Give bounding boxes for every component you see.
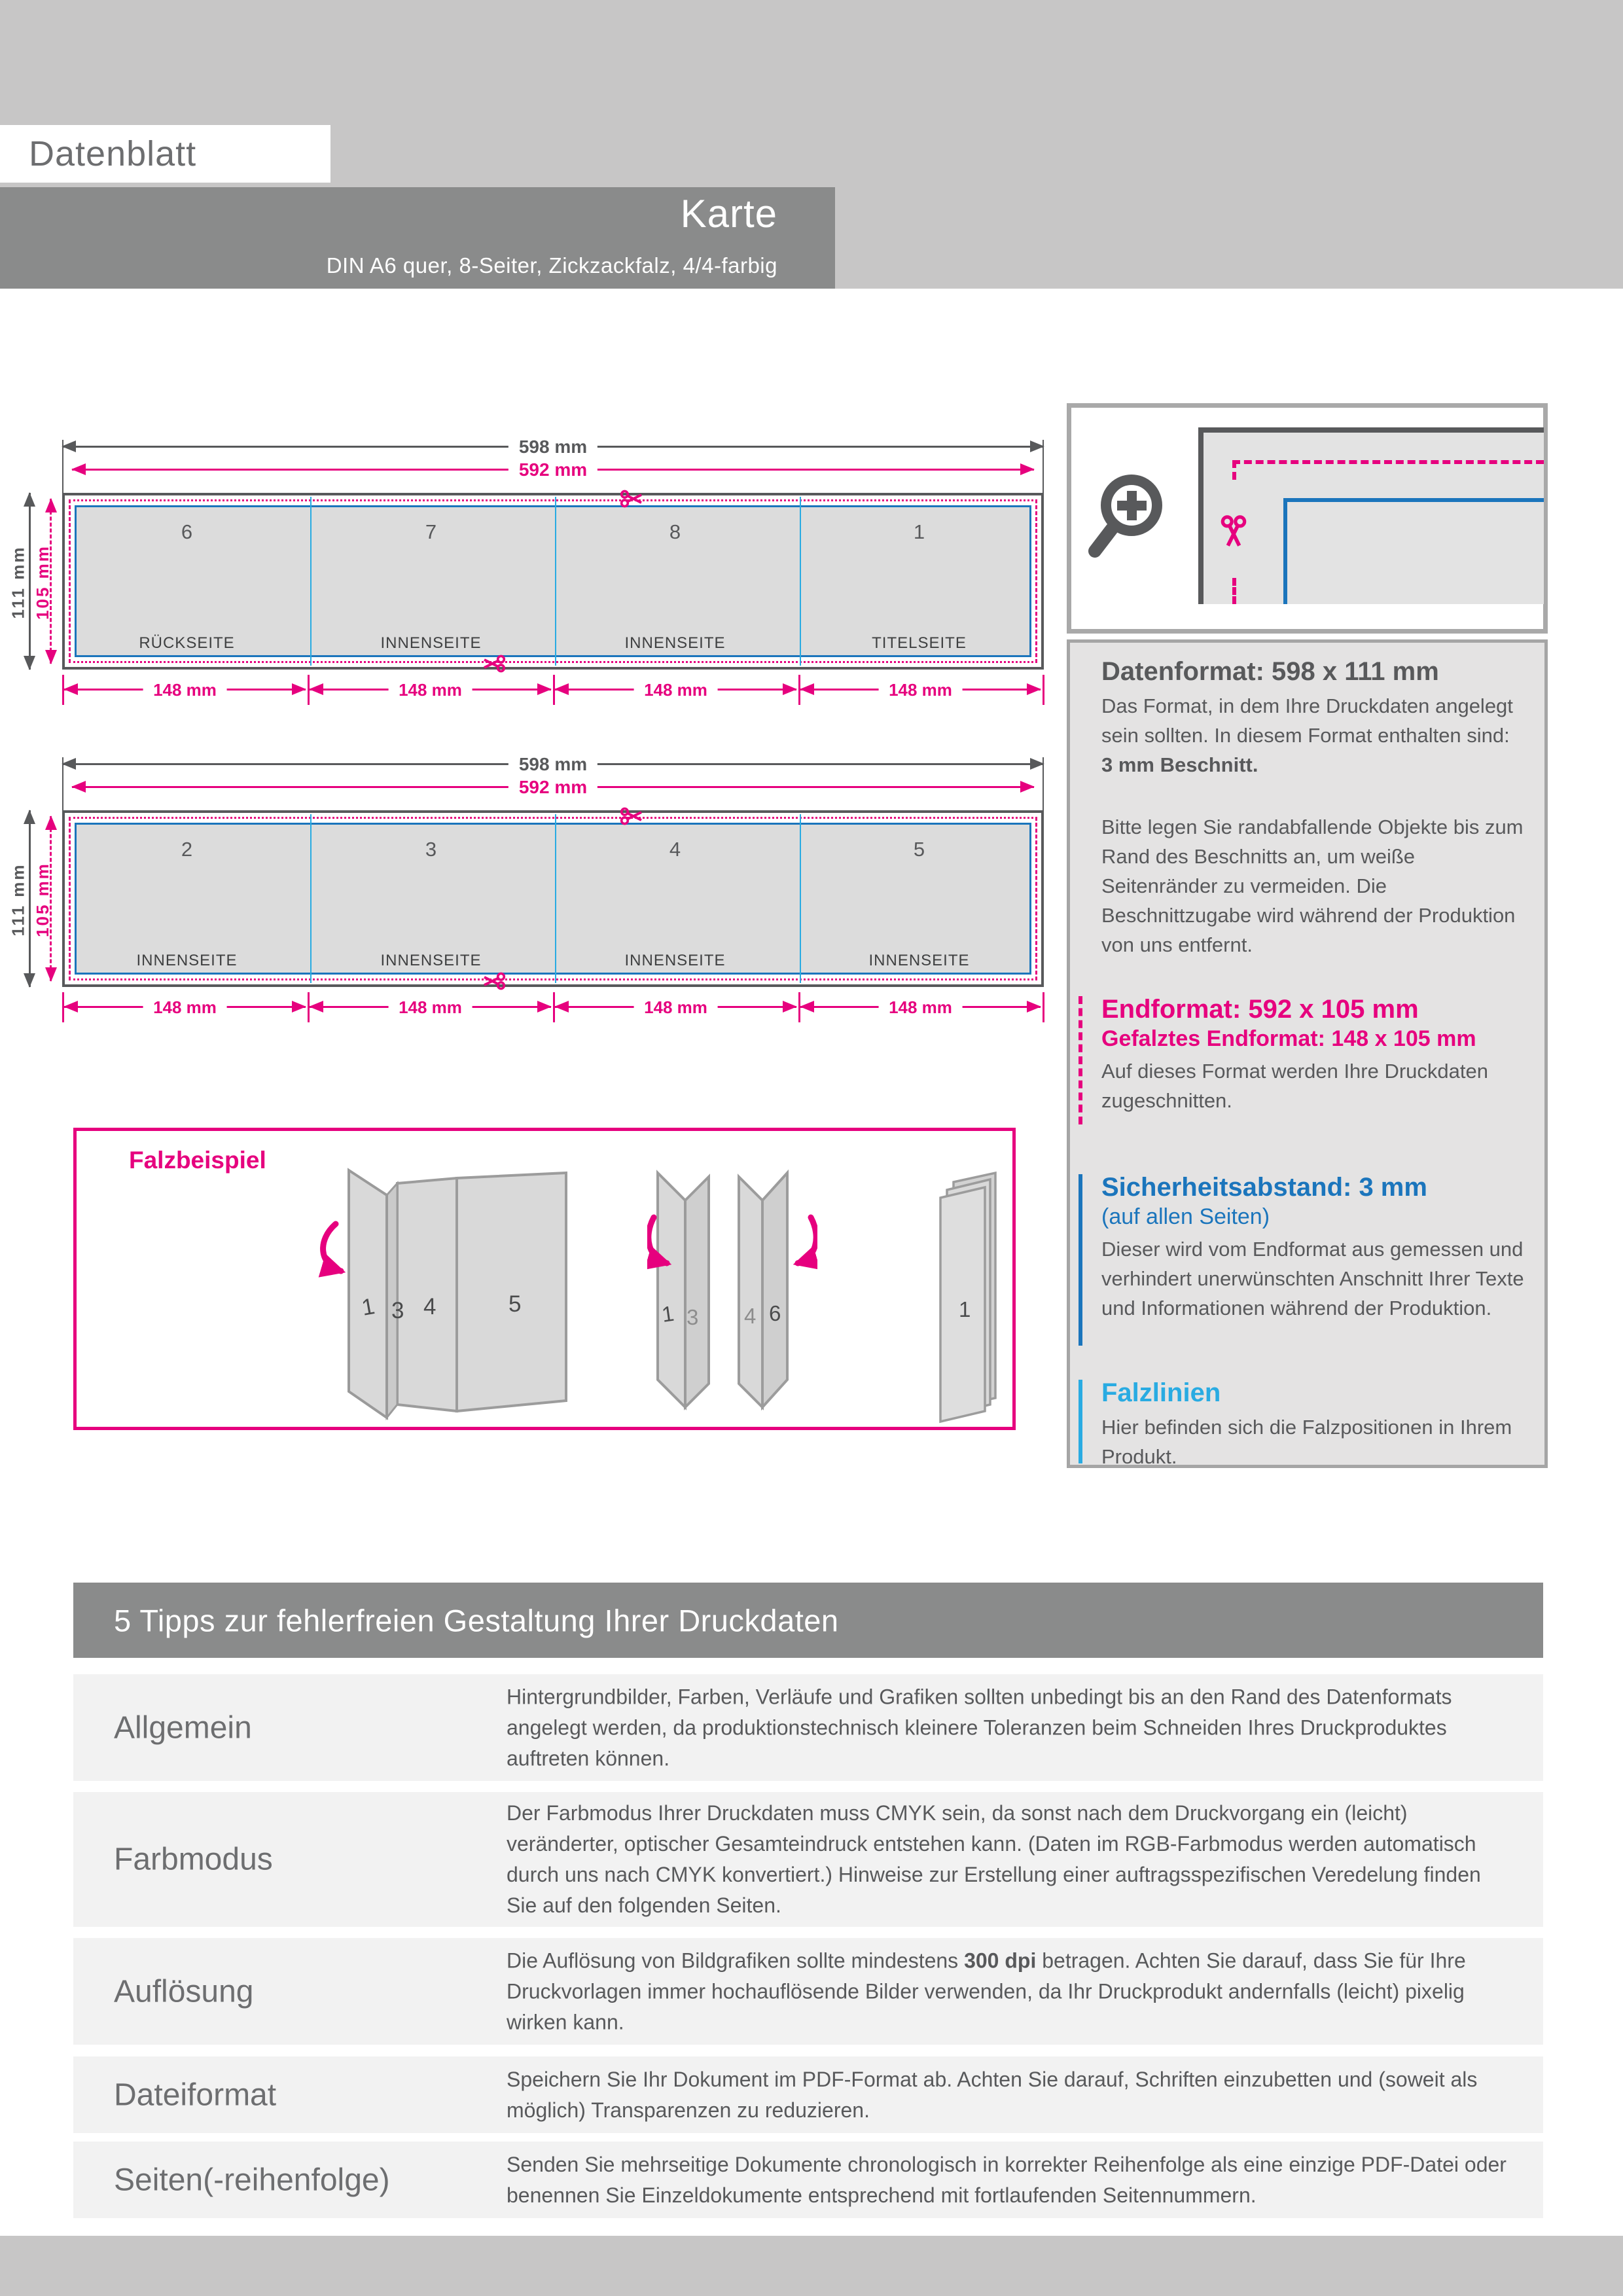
foldlines-heading: Falzlinien	[1101, 1378, 1221, 1407]
tip-label: Farbmodus	[114, 1842, 273, 1877]
product-header	[0, 187, 835, 289]
bleed-line-detail	[1232, 460, 1544, 464]
safety-subheading: (auf allen Seiten)	[1101, 1204, 1270, 1229]
scissors-icon	[482, 969, 506, 993]
sheet1-seg-tick	[1043, 675, 1044, 705]
sheet2-dim-trim-width-label: 592 mm	[508, 776, 597, 798]
sheet2-panel4-number: 5	[913, 838, 925, 861]
datenformat-body-bold: 3 mm Beschnitt.	[1101, 753, 1258, 776]
sheet2-panel1-label: INNENSEITE	[136, 952, 238, 969]
sheet2-seg-dim-1	[64, 997, 306, 1017]
sheet2-ext-left	[62, 757, 63, 810]
bleed-line-detail-vertical	[1232, 578, 1236, 604]
tip-text: Hintergrundbilder, Farben, Verläufe und Grafiken sollten unbedingt bis an den Rand des Datenformats angelegt werden, da produktionstechnisch kleinere Toleranzen beim Schneiden Ihres Druckproduktes auftreten können.	[507, 1685, 1452, 1770]
svg-text:4: 4	[744, 1304, 757, 1328]
tip-row-dateiformat	[73, 2056, 1543, 2133]
datenformat-body: Das Format, in dem Ihre Druckdaten angelegt sein sollten. In diesem Format enthalten sind:	[1101, 694, 1513, 747]
datenformat-heading: Datenformat: 598 x 111 mm	[1101, 657, 1439, 686]
sheet1-panel2-label: INNENSEITE	[380, 634, 482, 652]
seg-width-label: 148 mm	[633, 679, 718, 701]
endformat-block	[1101, 994, 1526, 1115]
scissors-icon	[620, 804, 643, 828]
svg-text:1: 1	[359, 1293, 377, 1321]
sheet2-panel1-number: 2	[181, 838, 193, 861]
seg-width-label: 148 mm	[388, 996, 473, 1018]
masthead-label: Datenblatt	[29, 134, 197, 173]
tip-label: Dateiformat	[114, 2077, 277, 2112]
sheet1-panel1-number: 6	[181, 520, 193, 543]
sheet2-seg-dim-4	[800, 997, 1041, 1017]
seg-width-label: 148 mm	[388, 679, 473, 701]
scissors-icon	[482, 652, 506, 675]
svg-text:4: 4	[423, 1294, 437, 1319]
sheet2-panel4-label: INNENSEITE	[868, 952, 970, 969]
safety-block	[1101, 1172, 1526, 1323]
sheet2-panel3-number: 4	[669, 838, 681, 861]
endformat-body: Auf dieses Format werden Ihre Druckdaten zugeschnitten.	[1101, 1060, 1488, 1112]
fold-stage2-illustration	[647, 1168, 817, 1429]
sheet1-panel4-number: 1	[913, 520, 925, 543]
sheet1-dim-trim-height-label: 105 mm	[32, 545, 52, 620]
svg-text:3: 3	[391, 1298, 404, 1323]
seg-width-label: 148 mm	[143, 996, 227, 1018]
corner-detail-illustration	[1198, 427, 1544, 604]
fold-example-box	[73, 1128, 1016, 1430]
sheet1-seg-dim-4	[800, 679, 1041, 700]
endformat-subheading: Gefalztes Endformat: 148 x 105 mm	[1101, 1026, 1476, 1051]
tip-row-aufloesung	[73, 1938, 1543, 2045]
sheet1-seg-dim-1	[64, 679, 306, 700]
zoom-detail-panel	[1067, 403, 1548, 634]
sheet1-dim-trim-width	[72, 459, 1034, 480]
sheet2-dim-total-width-label: 598 mm	[508, 753, 597, 776]
bottom-gray-band	[0, 2236, 1623, 2296]
safety-line-detail-vertical	[1283, 498, 1287, 604]
sheet1-panel3-label: INNENSEITE	[624, 634, 726, 652]
tip-label: Seiten(-reihenfolge)	[114, 2162, 390, 2197]
safety-heading: Sicherheitsabstand: 3 mm	[1101, 1173, 1427, 1202]
sheet2-card	[62, 810, 1044, 987]
sheet1-ext-right	[1043, 440, 1044, 493]
safety-line-detail	[1283, 498, 1544, 502]
sheet2-panel2-number: 3	[425, 838, 437, 861]
product-subtitle: DIN A6 quer, 8-Seiter, Zickzackfalz, 4/4-farbig	[326, 253, 777, 278]
sheet1-panel1-label: RÜCKSEITE	[139, 634, 235, 652]
tip-label: Auflösung	[114, 1974, 254, 2009]
sheet2-ext-right	[1043, 757, 1044, 810]
tip-text: Speichern Sie Ihr Dokument im PDF-Format ab. Achten Sie darauf, Schriften einzubetten und (soweit als möglich) Transparenzen zu reduzieren.	[507, 2067, 1478, 2122]
datenformat-body2: Bitte legen Sie randabfallende Objekte bis zum Rand des Beschnitts an, um weiße Seitenränder zu vermeiden. Die Beschnittzugabe wird während der Produktion von uns entfernt.	[1101, 816, 1524, 956]
svg-text:1: 1	[660, 1300, 676, 1327]
sheet2-dim-total-width	[62, 753, 1044, 774]
endformat-heading: Endformat: 592 x 105 mm	[1101, 995, 1419, 1024]
sheet2-panel2-label: INNENSEITE	[380, 952, 482, 969]
sheet1-panel4-label: TITELSEITE	[872, 634, 967, 652]
sheet2-dim-trim-height-label: 105 mm	[32, 862, 52, 937]
foldlines-body: Hier befinden sich die Falzpositionen in Ihrem Produkt.	[1101, 1416, 1512, 1468]
sheet2-dim-total-height-label: 111 mm	[8, 863, 28, 937]
sheet1-dim-total-height	[29, 493, 31, 670]
endformat-marker-line	[1079, 996, 1082, 1124]
tip-row-allgemein	[73, 1674, 1543, 1781]
bleed-line-corner	[1232, 460, 1236, 480]
sheet1-dim-total-width-label: 598 mm	[508, 436, 597, 458]
sheet1-seg-dim-3	[555, 679, 796, 700]
scissors-icon	[620, 487, 643, 511]
tips-banner-text: 5 Tipps zur fehlerfreien Gestaltung Ihrer Druckdaten	[114, 1603, 839, 1638]
format-info-panel	[1067, 639, 1548, 1468]
tip-label: Allgemein	[114, 1710, 252, 1745]
scissors-icon	[1217, 506, 1251, 557]
sheet1-dim-total-width	[62, 436, 1044, 457]
sheet2-seg-dim-3	[555, 997, 796, 1017]
svg-text:1: 1	[959, 1297, 971, 1321]
sheet1-panel3-number: 8	[669, 520, 681, 543]
sheet1-dim-trim-width-label: 592 mm	[508, 459, 597, 481]
sheet1-card	[62, 493, 1044, 670]
fold-example-title: Falzbeispiel	[129, 1147, 266, 1174]
seg-width-label: 148 mm	[143, 679, 227, 701]
tip-text: Der Farbmodus Ihrer Druckdaten muss CMYK sein, da sonst nach dem Druckvorgang ein (leicht) veränderter, optischer Gesamteindruck entstehen kann. (Daten im RGB-Farbmodus werden automatisch durch uns nach CMYK konvertiert.) Hinweise zur Erstellung einer auftragsspezifischen Veredelung finden Sie auf den folgenden Seiten.	[507, 1801, 1481, 1917]
tip-row-seitenreihenfolge	[73, 2142, 1543, 2218]
fold-stage3-illustration	[927, 1170, 1019, 1426]
svg-text:6: 6	[769, 1301, 781, 1325]
tip-text: Senden Sie mehrseitige Dokumente chronologisch in korrekter Reihenfolge als eine einzige PDF-Datei oder benennen Sie Einzeldokumente entsprechend mit fortlaufenden Seitennummern.	[507, 2152, 1507, 2207]
svg-text:3: 3	[687, 1305, 699, 1329]
sheet2-dim-total-height	[29, 810, 31, 987]
sheet2-panel3-label: INNENSEITE	[624, 952, 726, 969]
sheet2-seg-tick	[1043, 992, 1044, 1022]
magnifier-icon	[1086, 470, 1167, 569]
sheet1-ext-left	[62, 440, 63, 493]
svg-text:5: 5	[508, 1291, 522, 1317]
seg-width-label: 148 mm	[633, 996, 718, 1018]
safety-body: Dieser wird vom Endformat aus gemessen und verhindert unerwünschten Anschnitt Ihrer Texte und Informationen während der Produktion.	[1101, 1238, 1524, 1319]
masthead-box	[0, 125, 330, 183]
foldlines-block	[1101, 1377, 1526, 1471]
seg-width-label: 148 mm	[878, 679, 963, 701]
sheet1-seg-dim-2	[310, 679, 551, 700]
datenformat-block	[1101, 656, 1526, 960]
safety-marker-line	[1079, 1174, 1082, 1346]
tip-text: Die Auflösung von Bildgrafiken sollte mindestens 300 dpi betragen. Achten Sie darauf, dass Sie für Ihre Druckvorlagen immer hochauflösende Bilder verwenden, da Ihr Druckprodukt andernfalls (leicht) pixelig wirken kann.	[507, 1948, 1466, 2034]
sheet2-seg-dim-2	[310, 997, 551, 1017]
tip-row-farbmodus	[73, 1792, 1543, 1927]
tips-banner	[73, 1583, 1543, 1658]
product-title: Karte	[680, 192, 777, 236]
seg-width-label: 148 mm	[878, 996, 963, 1018]
sheet2-dim-trim-width	[72, 776, 1034, 797]
sheet1-panel2-number: 7	[425, 520, 437, 543]
foldlines-marker-line	[1079, 1380, 1082, 1463]
sheet1-dim-total-height-label: 111 mm	[8, 545, 28, 619]
fold-stage1-illustration	[270, 1168, 571, 1423]
